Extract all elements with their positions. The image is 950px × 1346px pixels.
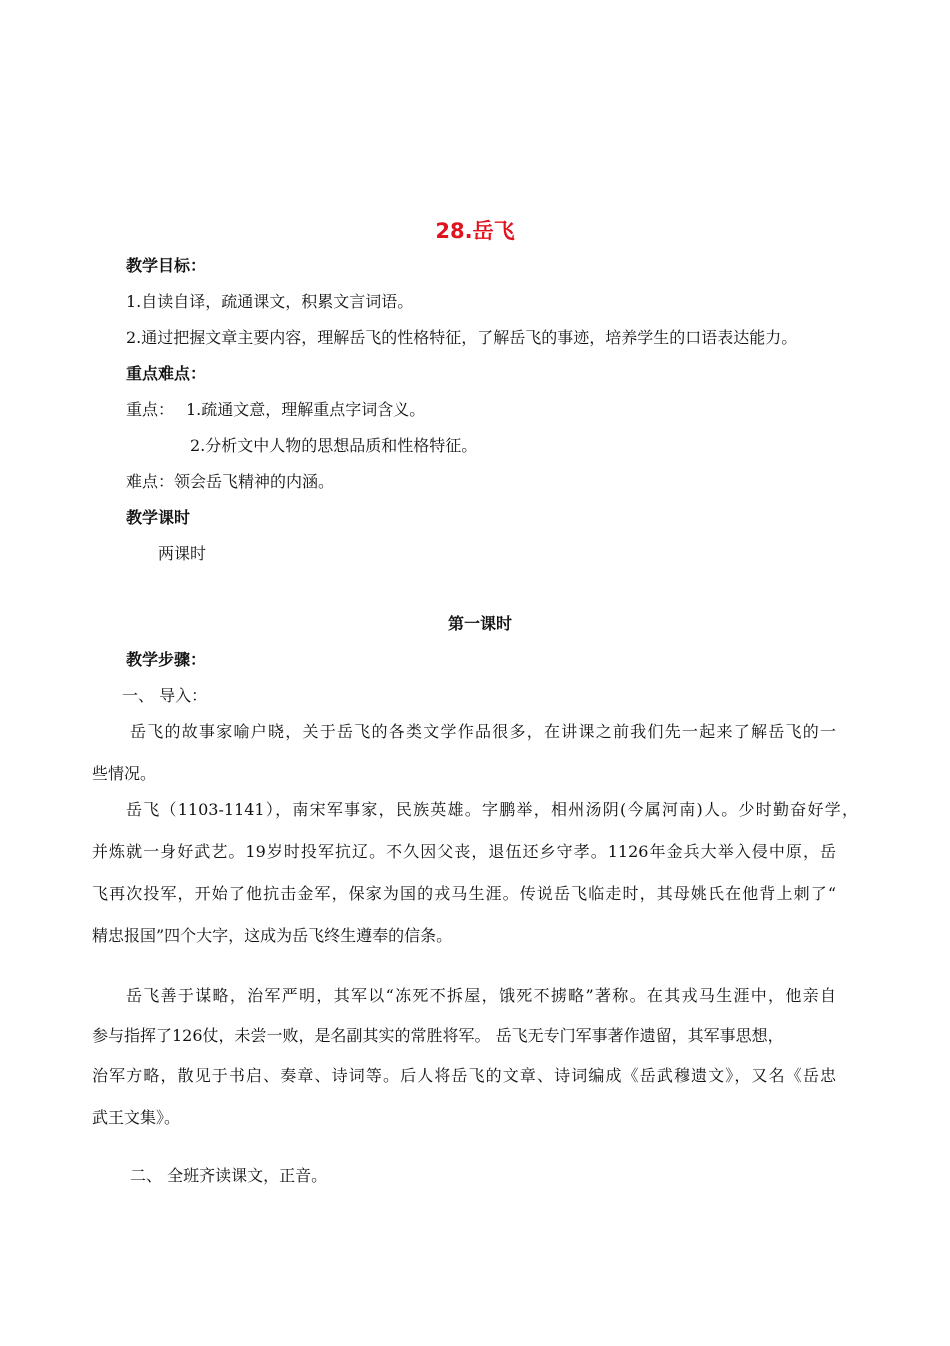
objective-1: 1.自读自译，疏通课文，积累文言词语。	[126, 292, 414, 311]
difficulty-point: 难点：领会岳飞精神的内涵。	[126, 472, 335, 491]
steps-heading: 教学步骤：	[126, 650, 207, 669]
hours-value: 两课时	[158, 544, 207, 563]
bio-paragraph-2-line-2: 参与指挥了126仗，未尝一败，是名副其实的常胜将军。 岳飞无专门军事著作遗留，其军事思想，	[92, 1026, 784, 1045]
bio-paragraph-2-line-3: 治军方略，散见于书启、奏章、诗词等。后人将岳飞的文章、诗词编成《岳武穆遗文》，又名《岳忠	[92, 1066, 836, 1085]
step-2-heading: 二、 全班齐读课文，正音。	[130, 1166, 328, 1185]
bio-paragraph-1-line-3: 飞再次投军，开始了他抗击金军，保家为国的戎马生涯。传说岳飞临走时，其母姚氏在他背上刺了“	[92, 884, 836, 903]
bio-paragraph-2-line-4: 武王文集》。	[92, 1108, 181, 1127]
bio-paragraph-1-line-1: 岳飞（1103-1141），南宋军事家，民族英雄。字鹏举，相州汤阴(今属河南)人。少时勤奋好学，	[126, 800, 858, 819]
lesson-heading: 第一课时	[447, 614, 512, 633]
page-title: 28.岳飞	[435, 219, 515, 243]
objective-2: 2.通过把握文章主要内容，理解岳飞的性格特征，了解岳飞的事迹，培养学生的口语表达能力。	[126, 328, 798, 347]
bio-paragraph-1-line-4: 精忠报国”四个大字，这成为岳飞终生遵奉的信条。	[92, 926, 453, 945]
intro-line-2: 些情况。	[92, 764, 157, 783]
objectives-heading: 教学目标：	[126, 256, 207, 275]
step-1-heading: 一、 导入：	[122, 686, 208, 705]
keypoints-heading: 重点难点：	[126, 364, 207, 383]
bio-paragraph-2-line-1: 岳飞善于谋略，治军严明，其军以“冻死不拆屋，饿死不掳略”著称。在其戎马生涯中，他亲自	[126, 986, 836, 1005]
bio-paragraph-1-line-2: 并炼就一身好武艺。19岁时投军抗辽。不久因父丧，退伍还乡守孝。1126年金兵大举入侵中原，岳	[92, 842, 836, 861]
hours-heading: 教学课时	[126, 508, 191, 527]
intro-line-1: 岳飞的故事家喻户晓，关于岳飞的各类文学作品很多，在讲课之前我们先一起来了解岳飞的一	[130, 722, 836, 741]
keypoint-2: 2.分析文中人物的思想品质和性格特征。	[190, 436, 478, 455]
keypoint-label: 重点：	[126, 400, 175, 419]
keypoint-1: 1.疏通文意，理解重点字词含义。	[186, 400, 426, 419]
